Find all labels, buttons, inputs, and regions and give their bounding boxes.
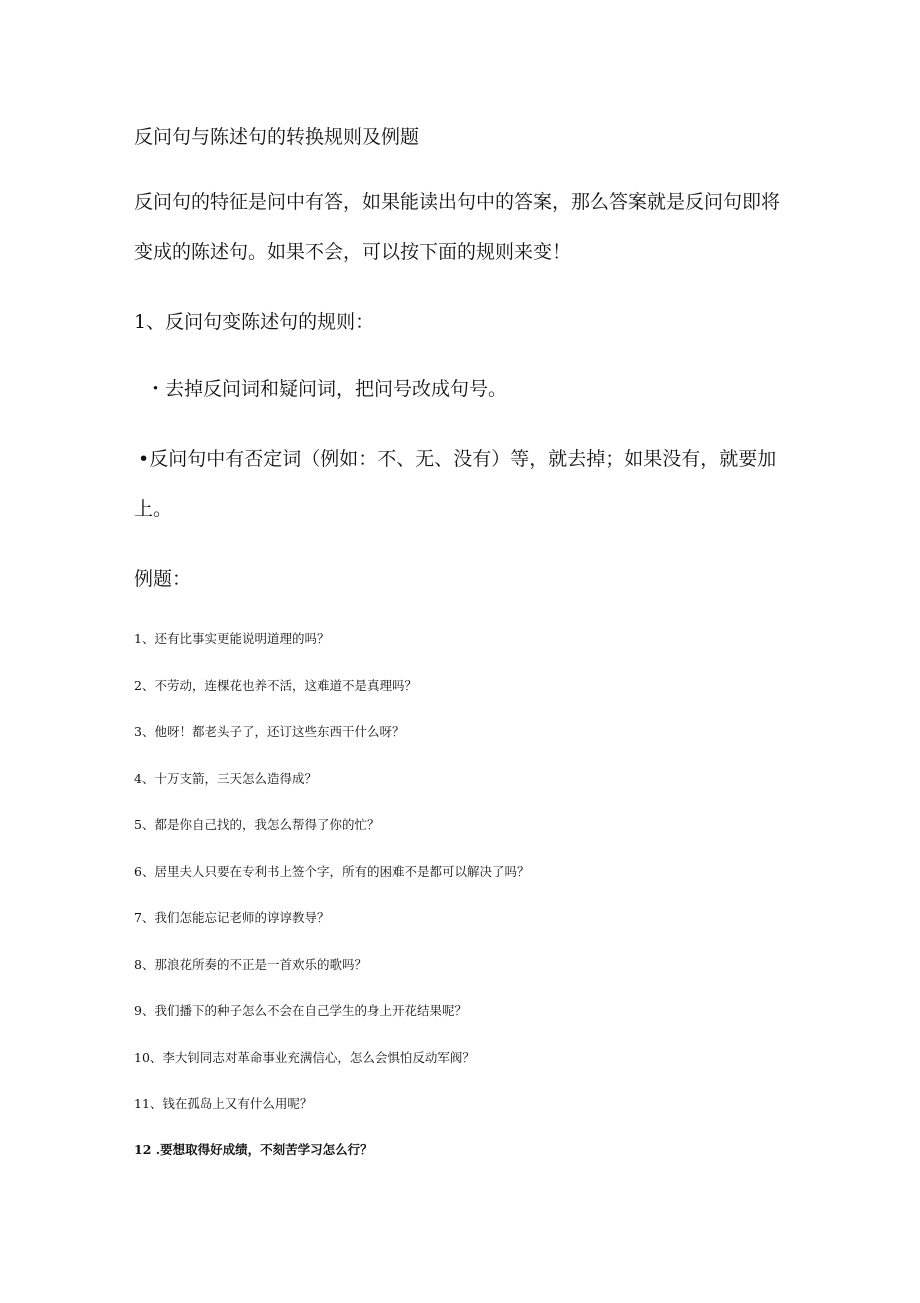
example-item: 12 .要想取得好成绩，不刻苦学习怎么行？ <box>134 1142 373 1157</box>
example-item: 3、他呀！都老头子了，还订这些东西干什么呀？ <box>134 724 405 739</box>
example-item: 11、钱在孤岛上又有什么用呢？ <box>134 1096 313 1111</box>
document-title: 反问句与陈述句的转换规则及例题 <box>134 126 420 148</box>
example-item: 4、十万支箭，三天怎么造得成？ <box>134 771 317 786</box>
rule-2-line-1: •反问句中有否定词（例如：不、无、没有）等，就去掉；如果没有，就要加 <box>138 448 777 470</box>
example-item: 6、居里夫人只要在专利书上签个字，所有的困难不是都可以解决了吗？ <box>134 864 530 879</box>
example-item: 5、都是你自己找的，我怎么帮得了你的忙？ <box>134 817 380 832</box>
section-heading-rules: 1、反问句变陈述句的规则： <box>134 311 375 333</box>
rule-1: ・去掉反问词和疑问词，把问号改成句号。 <box>146 378 508 400</box>
example-item: 9、我们播下的种子怎么不会在自己学生的身上开花结果呢？ <box>134 1003 467 1018</box>
examples-heading: 例题： <box>134 568 192 590</box>
example-item: 8、那浪花所奏的不正是一首欢乐的歌吗？ <box>134 957 367 972</box>
example-item: 7、我们怎能忘记老师的谆谆教导？ <box>134 910 330 925</box>
rule-2-line-2: 上。 <box>134 498 173 520</box>
intro-line-2: 变成的陈述句。如果不会，可以按下面的规则来变！ <box>134 241 572 263</box>
intro-line-1: 反问句的特征是问中有答，如果能读出句中的答案，那么答案就是反问句即将 <box>134 191 781 213</box>
example-item: 10、李大钊同志对革命事业充满信心，怎么会惧怕反动军阀？ <box>134 1050 475 1065</box>
example-item: 2、不劳动，连棵花也养不活，这难道不是真理吗？ <box>134 678 417 693</box>
example-item: 1、还有比事实更能说明道理的吗？ <box>134 631 330 646</box>
